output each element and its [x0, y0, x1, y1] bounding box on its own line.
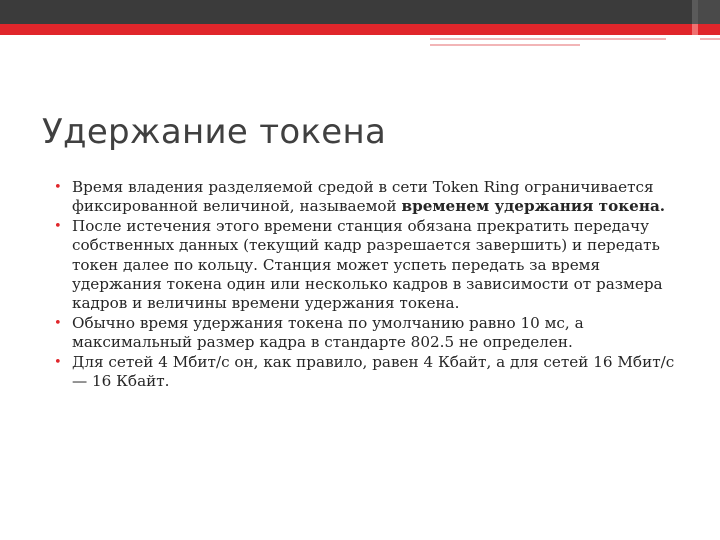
bullet-mark: •	[54, 180, 62, 195]
header-bar-corner	[698, 0, 720, 24]
header-accent-bar	[0, 24, 720, 35]
header-accent-divider	[692, 24, 698, 35]
header-deco-line-short	[430, 44, 580, 46]
header-dark-bar	[0, 0, 720, 24]
bullet-item	[52, 353, 682, 392]
bullet-item	[52, 217, 682, 314]
bullet-text: После истечения этого времени станция обязана прекратить передачу собственных данных (текущий кадр разрешается завершить) и передать токен далее по кольцу. Станция может успеть передать за время удержания токена один или несколько кадров в зависимости от размера кадров и величины времени удержания токена.	[72, 216, 663, 313]
header-deco-line-right	[700, 38, 720, 40]
bullet-strong-text: временем удержания токена.	[401, 197, 666, 216]
bullet-text: Для сетей 4 Мбит/с он, как правило, равен 4 Кбайт, а для сетей 16 Мбит/с — 16 Кбайт.	[72, 352, 675, 391]
bullet-mark: •	[54, 354, 62, 370]
bullet-mark: •	[54, 218, 62, 234]
bullet-list	[52, 178, 682, 391]
bullet-item	[52, 178, 682, 217]
slide-title: Удержание токена	[42, 112, 387, 152]
bullet-text: Обычно время удержания токена по умолчанию равно 10 мс, а максимальный размер кадра в стандарте 802.5 не определен.	[72, 313, 584, 352]
bullet-text: Время владения разделяемой средой в сети Token Ring ограничивается фиксированной величиной, называемой	[72, 178, 654, 216]
bullet-item	[52, 314, 682, 353]
bullet-mark: •	[54, 315, 62, 331]
header-deco-line	[430, 38, 666, 40]
